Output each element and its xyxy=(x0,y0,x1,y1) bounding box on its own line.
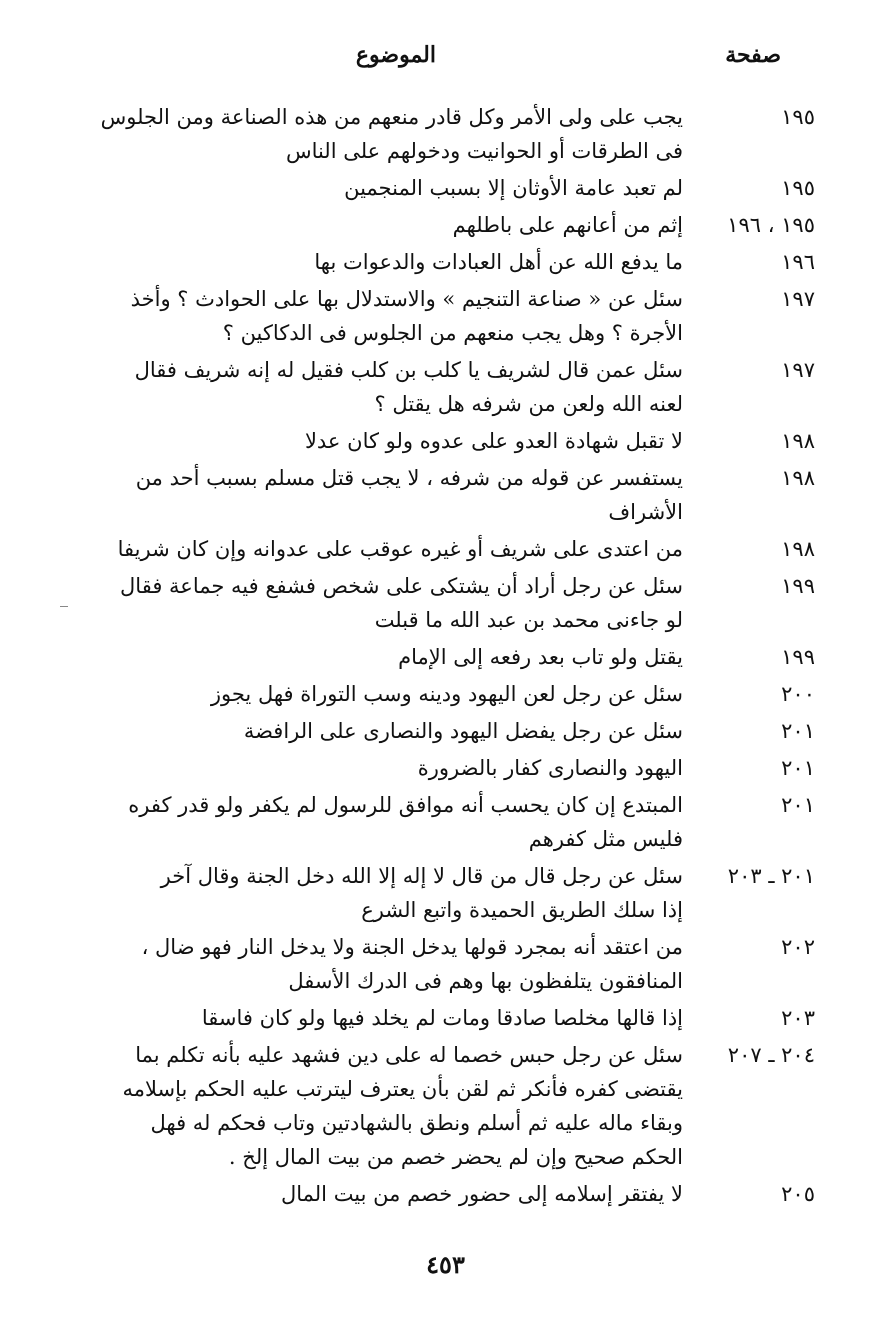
entry-topic-line: لو جاءنى محمد بن عبد الله ما قبلت xyxy=(374,608,683,632)
entry-page-number: ٢٠٠ xyxy=(781,682,815,706)
column-header xyxy=(0,42,891,82)
entry-topic-line: لا تقبل شهادة العدو على عدوه ولو كان عدلا xyxy=(304,429,683,453)
entry-topic xyxy=(70,569,683,637)
index-entry xyxy=(0,930,891,998)
entry-topic xyxy=(70,1038,683,1174)
index-entry xyxy=(0,788,891,856)
entry-page-number: ١٩٧ xyxy=(781,287,815,311)
index-entry xyxy=(0,714,891,748)
entry-topic xyxy=(70,714,683,748)
entry-page-number: ٢٠٤ ـ ٢٠٧ xyxy=(727,1043,815,1067)
entry-topic-line: يجب على ولى الأمر وكل قادر منعهم من هذه الصناعة ومن الجلوس xyxy=(100,105,683,129)
index-entry xyxy=(0,677,891,711)
entry-page-number: ٢٠٢ xyxy=(781,935,815,959)
entry-page-number: ١٩٧ xyxy=(781,358,815,382)
entry-topic-line: سئل عن رجل يفضل اليهود والنصارى على الرافضة xyxy=(243,719,683,743)
entry-page-number: ٢٠٣ xyxy=(781,1006,815,1030)
entry-page-number: ١٩٨ xyxy=(781,429,815,453)
entry-topic xyxy=(70,930,683,998)
index-entry xyxy=(0,282,891,350)
index-entry xyxy=(0,859,891,927)
entry-page-number: ١٩٥ xyxy=(781,176,815,200)
entry-topic-line: سئل عن رجل قال من قال لا إله إلا الله دخل الجنة وقال آخر xyxy=(160,864,683,888)
index-entry xyxy=(0,1038,891,1174)
entry-topic xyxy=(70,859,683,927)
entry-topic-line: سئل عمن قال لشريف يا كلب بن كلب فقيل له إنه شريف فقال xyxy=(134,358,683,382)
entry-topic xyxy=(70,282,683,350)
index-entry xyxy=(0,245,891,279)
index-entry xyxy=(0,569,891,637)
entry-topic-line: يستفسر عن قوله من شرفه ، لا يجب قتل مسلم بسبب أحد من xyxy=(135,466,683,490)
entry-topic-line: من اعتقد أنه بمجرد قولها يدخل الجنة ولا يدخل النار فهو ضال ، xyxy=(141,935,683,959)
entry-topic xyxy=(70,208,683,242)
entry-page-number: ٢٠١ xyxy=(781,756,815,780)
entry-topic xyxy=(70,532,683,566)
index-entry xyxy=(0,424,891,458)
index-entry xyxy=(0,171,891,205)
entry-topic xyxy=(70,788,683,856)
entry-topic-line: سئل عن رجل أراد أن يشتكى على شخص فشفع فيه جماعة فقال xyxy=(120,574,683,598)
index-entry xyxy=(0,461,891,529)
entry-topic-line: من اعتدى على شريف أو غيره عوقب على عدوانه وإن كان شريفا xyxy=(117,537,683,561)
index-entry xyxy=(0,208,891,242)
entry-topic-line: لعنه الله ولعن من شرفه هل يقتل ؟ xyxy=(374,392,683,416)
entry-topic xyxy=(70,100,683,168)
margin-mark xyxy=(60,606,68,607)
entry-topic xyxy=(70,677,683,711)
entry-page-number: ١٩٥ ، ١٩٦ xyxy=(727,213,815,237)
index-entry xyxy=(0,751,891,785)
entry-topic-line: المبتدع إن كان يحسب أنه موافق للرسول لم يكفر ولو قدر كفره xyxy=(128,793,683,817)
page-column-label: صفحة xyxy=(725,42,781,68)
entry-topic-line: سئل عن رجل لعن اليهود ودينه وسب التوراة فهل يجوز xyxy=(210,682,683,706)
index-entry xyxy=(0,640,891,674)
index-entry xyxy=(0,1001,891,1035)
entry-page-number: ١٩٥ xyxy=(781,105,815,129)
index-entry xyxy=(0,100,891,168)
entry-topic xyxy=(70,245,683,279)
index-entries xyxy=(0,100,891,1214)
entry-page-number: ١٩٩ xyxy=(781,574,815,598)
entry-topic-line: سئل عن رجل حبس خصما له على دين فشهد عليه بأنه تكلم بما xyxy=(135,1043,683,1067)
entry-page-number: ٢٠١ xyxy=(781,793,815,817)
page-number: ٤٥٣ xyxy=(426,1250,465,1279)
entry-topic-line: المنافقون يتلفظون بها وهم فى الدرك الأسفل xyxy=(288,969,683,993)
entry-topic-line: الأجرة ؟ وهل يجب منعهم من الجلوس فى الدكاكين ؟ xyxy=(222,321,683,345)
entry-topic xyxy=(70,640,683,674)
entry-page-number: ١٩٨ xyxy=(781,466,815,490)
entry-topic-line: وبقاء ماله عليه ثم أسلم ونطق بالشهادتين وتاب فحكم له فهل xyxy=(150,1111,683,1135)
entry-page-number: ١٩٩ xyxy=(781,645,815,669)
index-entry xyxy=(0,1177,891,1211)
entry-page-number: ١٩٨ xyxy=(781,537,815,561)
entry-topic-line: اليهود والنصارى كفار بالضرورة xyxy=(417,756,683,780)
index-entry xyxy=(0,532,891,566)
entry-topic-line: إذا قالها مخلصا صادقا ومات لم يخلد فيها ولو كان فاسقا xyxy=(201,1006,683,1030)
entry-topic xyxy=(70,171,683,205)
entry-topic-line: سئل عن « صناعة التنجيم » والاستدلال بها على الحوادث ؟ وأخذ xyxy=(130,287,683,311)
entry-topic xyxy=(70,353,683,421)
entry-topic xyxy=(70,461,683,529)
entry-topic xyxy=(70,751,683,785)
entry-topic xyxy=(70,1177,683,1211)
entry-topic-line: يقتضى كفره فأنكر ثم لقن بأن يعترف ليترتب عليه الحكم بإسلامه xyxy=(122,1077,683,1101)
topic-column-label: الموضوع xyxy=(355,42,436,68)
entry-page-number: ٢٠١ xyxy=(781,719,815,743)
entry-topic-line: إثم من أعانهم على باطلهم xyxy=(452,213,683,237)
entry-topic-line: لا يفتقر إسلامه إلى حضور خصم من بيت المال xyxy=(280,1182,683,1206)
entry-topic-line: ما يدفع الله عن أهل العبادات والدعوات بها xyxy=(314,250,683,274)
entry-topic-line: يقتل ولو تاب بعد رفعه إلى الإمام xyxy=(398,645,683,669)
entry-topic-line: فى الطرقات أو الحوانيت ودخولهم على الناس xyxy=(285,139,683,163)
entry-page-number: ٢٠١ ـ ٢٠٣ xyxy=(727,864,815,888)
entry-gap xyxy=(0,1211,891,1214)
entry-page-number: ٢٠٥ xyxy=(781,1182,815,1206)
entry-topic xyxy=(70,424,683,458)
entry-topic-line: فليس مثل كفرهم xyxy=(528,827,683,851)
entry-topic-line: إذا سلك الطريق الحميدة واتبع الشرع xyxy=(361,898,683,922)
index-entry xyxy=(0,353,891,421)
entry-topic-line: لم تعبد عامة الأوثان إلا بسبب المنجمين xyxy=(344,176,683,200)
entry-topic-line: الأشراف xyxy=(608,500,683,524)
entry-topic xyxy=(70,1001,683,1035)
entry-page-number: ١٩٦ xyxy=(781,250,815,274)
entry-topic-line: الحكم صحيح وإن لم يحضر خصم من بيت المال إلخ . xyxy=(228,1145,683,1169)
